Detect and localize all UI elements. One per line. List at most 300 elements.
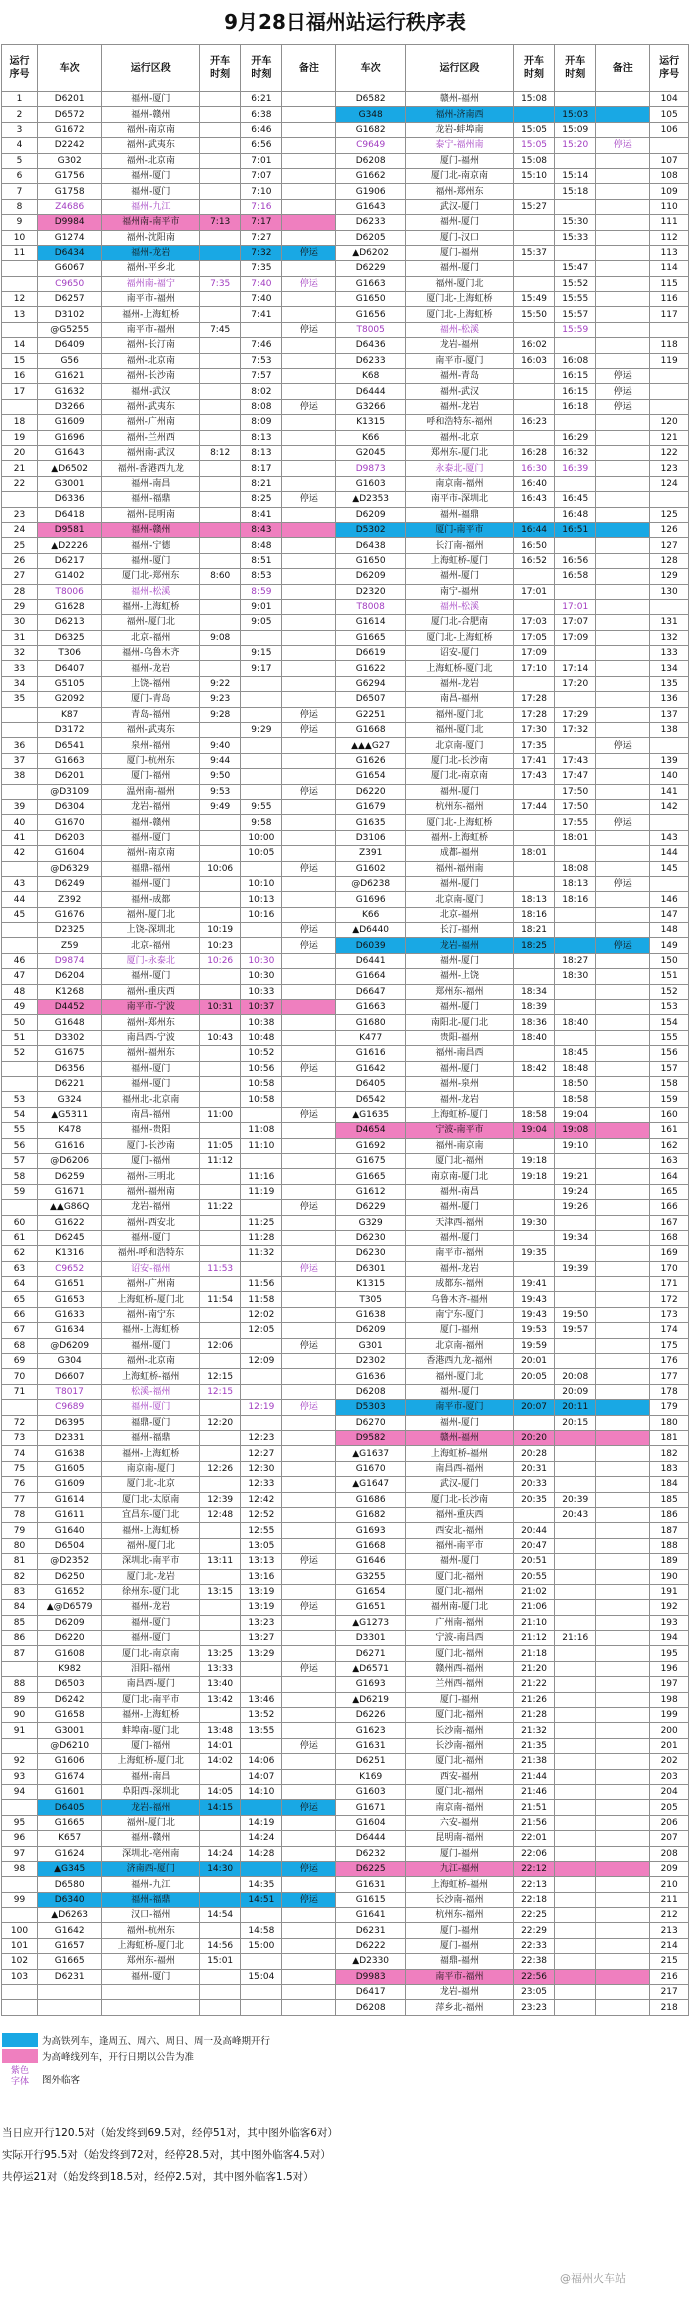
seq-cell [2, 1200, 38, 1215]
table-row [2, 307, 689, 322]
dep-cell: 12:02 [241, 1307, 282, 1322]
section-cell: 福州-平乡北 [102, 261, 200, 276]
note-cell [596, 1584, 650, 1599]
note-cell [596, 1569, 650, 1584]
seq-cell: 189 [650, 1554, 689, 1569]
train-cell: D3301 [336, 1631, 405, 1646]
section-cell: 福州-沈阳南 [102, 230, 200, 245]
train-cell: G304 [38, 1354, 102, 1369]
arr-cell: 21:12 [513, 1631, 554, 1646]
arr-cell: 14:15 [200, 1800, 241, 1815]
note-cell [596, 1723, 650, 1738]
dep-cell: 7:32 [241, 245, 282, 260]
dep-cell [555, 1215, 596, 1230]
summary-line: 实际开行95.5对（始发终到72对，经停28.5对，其中图外临客4.5对） [2, 2148, 331, 2161]
note-cell [282, 646, 336, 661]
note-cell [596, 1092, 650, 1107]
note-cell [596, 1477, 650, 1492]
train-cell: G1632 [38, 384, 102, 399]
arr-cell: 13:11 [200, 1554, 241, 1569]
note-cell [596, 322, 650, 337]
section-cell: 南平市-深圳北 [405, 492, 513, 507]
dep-cell: 11:16 [241, 1169, 282, 1184]
seq-cell: 64 [2, 1277, 38, 1292]
dep-cell: 11:58 [241, 1292, 282, 1307]
seq-cell: 182 [650, 1446, 689, 1461]
arr-cell: 9:40 [200, 738, 241, 753]
train-cell: G1682 [336, 122, 405, 137]
section-cell: 厦门-福州 [405, 1938, 513, 1953]
dep-cell: 13:46 [241, 1692, 282, 1707]
note-cell [282, 1754, 336, 1769]
seq-cell: 65 [2, 1292, 38, 1307]
seq-cell: 118 [650, 338, 689, 353]
train-cell: T8008 [336, 599, 405, 614]
note-cell [596, 522, 650, 537]
seq-cell [650, 369, 689, 384]
note-cell [596, 892, 650, 907]
dep-cell: 7:40 [241, 292, 282, 307]
section-cell: 福州-上海虹桥 [102, 1446, 200, 1461]
dep-cell [241, 630, 282, 645]
train-cell: D6232 [336, 1846, 405, 1861]
summary-line: 共停运21对（始发终到18.5对，经停2.5对，其中图外临客1.5对） [2, 2170, 314, 2183]
table-row [2, 369, 689, 384]
train-cell: D6233 [336, 215, 405, 230]
section-cell: 济南西-厦门 [102, 1861, 200, 1876]
train-cell: G1609 [38, 1477, 102, 1492]
table-row [2, 1938, 689, 1953]
train-cell: G1664 [336, 969, 405, 984]
section-cell: 福州-龙岩 [405, 1092, 513, 1107]
dep-cell [555, 1784, 596, 1799]
train-cell: G1614 [336, 615, 405, 630]
seq-cell: 110 [650, 199, 689, 214]
dep-cell [555, 338, 596, 353]
section-cell: 厦门-长沙南 [102, 1138, 200, 1153]
train-cell: G1650 [336, 553, 405, 568]
dep-cell [241, 1677, 282, 1692]
arr-cell [200, 892, 241, 907]
train-cell: D6582 [336, 92, 405, 107]
dep-cell: 10:10 [241, 876, 282, 891]
arr-cell [200, 984, 241, 999]
table-row [2, 1292, 689, 1307]
train-cell: @G5255 [38, 322, 102, 337]
train-cell: D6336 [38, 492, 102, 507]
header-arr: 开车 时刻 [200, 45, 241, 92]
section-cell: 龙岩-福州 [102, 799, 200, 814]
note-cell [282, 907, 336, 922]
section-cell: 南平市-福州 [102, 292, 200, 307]
table-row [2, 1400, 689, 1415]
section-cell: 汉口-福州 [102, 1908, 200, 1923]
dep-cell: 7:07 [241, 168, 282, 183]
dep-cell: 14:24 [241, 1831, 282, 1846]
seq-cell: 42 [2, 846, 38, 861]
note-cell [282, 1369, 336, 1384]
dep-cell [555, 846, 596, 861]
seq-cell: 63 [2, 1261, 38, 1276]
dep-cell [555, 907, 596, 922]
table-row [2, 892, 689, 907]
train-cell: @D6329 [38, 861, 102, 876]
seq-cell: 106 [650, 122, 689, 137]
section-cell: 厦门-福州 [405, 1692, 513, 1707]
note-cell [282, 1815, 336, 1830]
table-row [2, 1908, 689, 1923]
arr-cell [513, 107, 554, 122]
seq-cell [650, 815, 689, 830]
section-cell: 福州-郑州东 [102, 1015, 200, 1030]
train-cell: D6209 [336, 1323, 405, 1338]
arr-cell [200, 1092, 241, 1107]
section-cell: 厦门-福州 [102, 1738, 200, 1753]
table-row [2, 1261, 689, 1276]
dep-cell: 6:21 [241, 92, 282, 107]
seq-cell: 176 [650, 1354, 689, 1369]
section-cell: 兰州西-福州 [405, 1677, 513, 1692]
section-cell: 福州-龙岩 [405, 1261, 513, 1276]
section-cell: 上海虹桥-厦门北 [405, 661, 513, 676]
section-cell: 福州-广州南 [102, 1277, 200, 1292]
arr-cell [200, 92, 241, 107]
arr-cell: 20:51 [513, 1554, 554, 1569]
seq-cell: 27 [2, 569, 38, 584]
section-cell: 福州-厦门 [102, 1400, 200, 1415]
seq-cell: 206 [650, 1815, 689, 1830]
note-cell [282, 599, 336, 614]
seq-cell: 164 [650, 1169, 689, 1184]
seq-cell: 111 [650, 215, 689, 230]
dep-cell [555, 984, 596, 999]
note-cell [282, 415, 336, 430]
table-row [2, 707, 689, 722]
dep-cell: 20:39 [555, 1492, 596, 1507]
note-cell: 停运 [282, 861, 336, 876]
note-cell: 停运 [282, 399, 336, 414]
seq-cell: 20 [2, 445, 38, 460]
seq-cell: 147 [650, 907, 689, 922]
note-cell [596, 707, 650, 722]
table-row [2, 1600, 689, 1615]
seq-cell: 28 [2, 584, 38, 599]
arr-cell: 21:51 [513, 1800, 554, 1815]
arr-cell: 17:03 [513, 615, 554, 630]
dep-cell: 18:27 [555, 953, 596, 968]
dep-cell: 17:32 [555, 723, 596, 738]
arr-cell: 20:33 [513, 1477, 554, 1492]
train-cell: D9983 [336, 1969, 405, 1984]
table-row [2, 1969, 689, 1984]
table-row [2, 1738, 689, 1753]
note-cell [282, 1954, 336, 1969]
note-cell [596, 1354, 650, 1369]
train-cell: G6067 [38, 261, 102, 276]
arr-cell: 17:35 [513, 738, 554, 753]
note-cell [282, 1184, 336, 1199]
note-cell [282, 630, 336, 645]
arr-cell: 15:50 [513, 307, 554, 322]
note-cell [596, 507, 650, 522]
note-cell [282, 1230, 336, 1245]
dep-cell: 12:05 [241, 1323, 282, 1338]
arr-cell: 8:12 [200, 445, 241, 460]
seq-cell [2, 1400, 38, 1415]
arr-cell [200, 507, 241, 522]
table-row [2, 492, 689, 507]
note-cell [282, 384, 336, 399]
train-cell: @D6238 [336, 876, 405, 891]
dep-cell: 11:28 [241, 1230, 282, 1245]
arr-cell: 14:05 [200, 1784, 241, 1799]
seq-cell: 125 [650, 507, 689, 522]
note-cell [596, 1754, 650, 1769]
train-cell: T8006 [38, 584, 102, 599]
arr-cell: 11:12 [200, 1153, 241, 1168]
dep-cell: 10:38 [241, 1015, 282, 1030]
seq-cell: 170 [650, 1261, 689, 1276]
dep-cell [241, 938, 282, 953]
arr-cell [200, 261, 241, 276]
note-cell [596, 430, 650, 445]
train-cell: ▲G1273 [336, 1615, 405, 1630]
seq-cell: 131 [650, 615, 689, 630]
train-cell: D6270 [336, 1415, 405, 1430]
arr-cell: 11:54 [200, 1292, 241, 1307]
section-cell: 南宁东-厦门 [405, 1307, 513, 1322]
train-cell: D6619 [336, 646, 405, 661]
section-cell: 上海虹桥-厦门 [405, 553, 513, 568]
seq-cell [2, 1800, 38, 1815]
note-cell: 停运 [596, 815, 650, 830]
arr-cell [513, 276, 554, 291]
train-cell: D3106 [336, 830, 405, 845]
train-cell: D6233 [336, 353, 405, 368]
seq-cell: 215 [650, 1954, 689, 1969]
train-cell: K478 [38, 1123, 102, 1138]
arr-cell [200, 430, 241, 445]
train-cell: D6259 [38, 1169, 102, 1184]
section-cell: 武汉-厦门 [405, 1477, 513, 1492]
dep-cell: 8:43 [241, 522, 282, 537]
note-cell [282, 1969, 336, 1984]
dep-cell: 7:10 [241, 184, 282, 199]
table-row [2, 1277, 689, 1292]
table-row [2, 168, 689, 183]
note-cell [596, 215, 650, 230]
header-train-right: 车次 [336, 45, 405, 92]
arr-cell [200, 461, 241, 476]
section-cell: 福州-香港西九龙 [102, 461, 200, 476]
dep-cell: 13:16 [241, 1569, 282, 1584]
dep-cell [241, 1200, 282, 1215]
section-cell: 北京南-厦门 [405, 892, 513, 907]
train-cell: D6444 [336, 384, 405, 399]
seq-cell: 19 [2, 430, 38, 445]
train-cell: G1665 [336, 1169, 405, 1184]
arr-cell: 9:50 [200, 769, 241, 784]
seq-cell: 5 [2, 153, 38, 168]
dep-cell [555, 1000, 596, 1015]
table-row [2, 1815, 689, 1830]
section-cell: 北京南-厦门 [405, 738, 513, 753]
table-row [2, 1584, 689, 1599]
seq-cell: 165 [650, 1184, 689, 1199]
note-cell [596, 107, 650, 122]
table-row [2, 415, 689, 430]
seq-cell: 33 [2, 661, 38, 676]
arr-cell: 21:38 [513, 1754, 554, 1769]
dep-cell: 17:14 [555, 661, 596, 676]
arr-cell: 15:49 [513, 292, 554, 307]
train-cell: D6220 [336, 784, 405, 799]
train-cell: G1663 [336, 276, 405, 291]
dep-cell: 8:13 [241, 445, 282, 460]
table-row [2, 753, 689, 768]
dep-cell: 12:19 [241, 1400, 282, 1415]
seq-cell [2, 923, 38, 938]
table-row [2, 430, 689, 445]
train-cell: G1756 [38, 168, 102, 183]
table-row [2, 1446, 689, 1461]
dep-cell: 12:23 [241, 1430, 282, 1445]
dep-cell [241, 738, 282, 753]
dep-cell [555, 1815, 596, 1830]
note-cell [596, 1846, 650, 1861]
table-row [2, 1369, 689, 1384]
seq-cell: 108 [650, 168, 689, 183]
train-cell: ▲D2226 [38, 538, 102, 553]
train-cell: @D3109 [38, 784, 102, 799]
train-cell: G2045 [336, 445, 405, 460]
train-cell: G1665 [38, 1954, 102, 1969]
legend-purple-swatch: 紫色 字体 [10, 2065, 29, 2087]
note-cell [596, 307, 650, 322]
seq-cell [2, 1877, 38, 1892]
table-row [2, 1492, 689, 1507]
note-cell [596, 1415, 650, 1430]
seq-cell: 157 [650, 1061, 689, 1076]
section-cell: 福州-三明北 [102, 1169, 200, 1184]
note-cell [596, 1400, 650, 1415]
seq-cell: 74 [2, 1446, 38, 1461]
train-cell: G1402 [38, 569, 102, 584]
note-cell [282, 369, 336, 384]
table-row [2, 1338, 689, 1353]
table-row [2, 1477, 689, 1492]
section-cell: 南宁-福州 [405, 584, 513, 599]
note-cell [282, 1169, 336, 1184]
section-cell [102, 2000, 200, 2015]
section-cell: 福州-厦门北 [102, 1538, 200, 1553]
dep-cell [241, 2000, 282, 2015]
seq-cell: 76 [2, 1477, 38, 1492]
train-cell: G1614 [38, 1492, 102, 1507]
section-cell: 福州-重庆西 [102, 984, 200, 999]
legend-purple [2, 2064, 690, 2094]
seq-cell: 171 [650, 1277, 689, 1292]
dep-cell: 10:16 [241, 907, 282, 922]
section-cell: 诏安-福州 [102, 1261, 200, 1276]
section-cell: 福州-厦门 [405, 1200, 513, 1215]
arr-cell [200, 107, 241, 122]
train-cell: G348 [336, 107, 405, 122]
note-cell [282, 1523, 336, 1538]
table-row [2, 1646, 689, 1661]
note-cell [596, 1708, 650, 1723]
section-cell: 福州-厦门 [405, 1384, 513, 1399]
train-cell: G1605 [38, 1461, 102, 1476]
dep-cell [555, 1354, 596, 1369]
section-cell: 昆明南-福州 [405, 1831, 513, 1846]
dep-cell: 17:07 [555, 615, 596, 630]
train-cell: C9689 [38, 1400, 102, 1415]
seq-cell: 181 [650, 1430, 689, 1445]
section-cell: 南昌西-宁波 [102, 1030, 200, 1045]
table-row [2, 1430, 689, 1445]
train-cell: G1654 [336, 1584, 405, 1599]
note-cell: 停运 [282, 276, 336, 291]
seq-cell: 59 [2, 1184, 38, 1199]
section-cell: 西安北-福州 [405, 1523, 513, 1538]
arr-cell [513, 384, 554, 399]
section-cell: 福州-南昌西 [405, 1046, 513, 1061]
seq-cell: 112 [650, 230, 689, 245]
train-cell: D6225 [336, 1861, 405, 1876]
train-cell: G1604 [336, 1815, 405, 1830]
table-row [2, 199, 689, 214]
seq-cell: 1 [2, 92, 38, 107]
seq-cell: 95 [2, 1815, 38, 1830]
section-cell: 福州-宁德 [102, 538, 200, 553]
seq-cell: 180 [650, 1415, 689, 1430]
arr-cell [200, 1985, 241, 2000]
section-cell: 福鼎-福州 [405, 1954, 513, 1969]
section-cell: 福州-广州南 [102, 415, 200, 430]
note-cell [596, 984, 650, 999]
seq-cell: 77 [2, 1492, 38, 1507]
table-row [2, 923, 689, 938]
note-cell [596, 1677, 650, 1692]
train-cell: D6249 [38, 876, 102, 891]
section-cell: 龙岩-福州 [102, 1800, 200, 1815]
dep-cell [555, 1477, 596, 1492]
section-cell: 福州-厦门 [102, 553, 200, 568]
arr-cell [513, 815, 554, 830]
seq-cell: 173 [650, 1307, 689, 1322]
section-cell: 福州-福鼎 [102, 1430, 200, 1445]
note-cell [596, 1815, 650, 1830]
note-cell [596, 769, 650, 784]
arr-cell: 22:29 [513, 1923, 554, 1938]
train-cell: Z59 [38, 938, 102, 953]
note-cell [596, 723, 650, 738]
note-cell [282, 1077, 336, 1092]
dep-cell: 11:08 [241, 1123, 282, 1138]
dep-cell [241, 1261, 282, 1276]
dep-cell: 15:57 [555, 307, 596, 322]
section-cell: 福州-赣州 [102, 107, 200, 122]
section-cell: 福州-厦门 [102, 184, 200, 199]
train-cell: D6407 [38, 661, 102, 676]
section-cell: 福鼎-厦门 [102, 1415, 200, 1430]
arr-cell [200, 1323, 241, 1338]
section-cell: 福州-厦门 [405, 1000, 513, 1015]
note-cell: 停运 [282, 1861, 336, 1876]
train-cell [38, 1985, 102, 2000]
note-cell [282, 969, 336, 984]
